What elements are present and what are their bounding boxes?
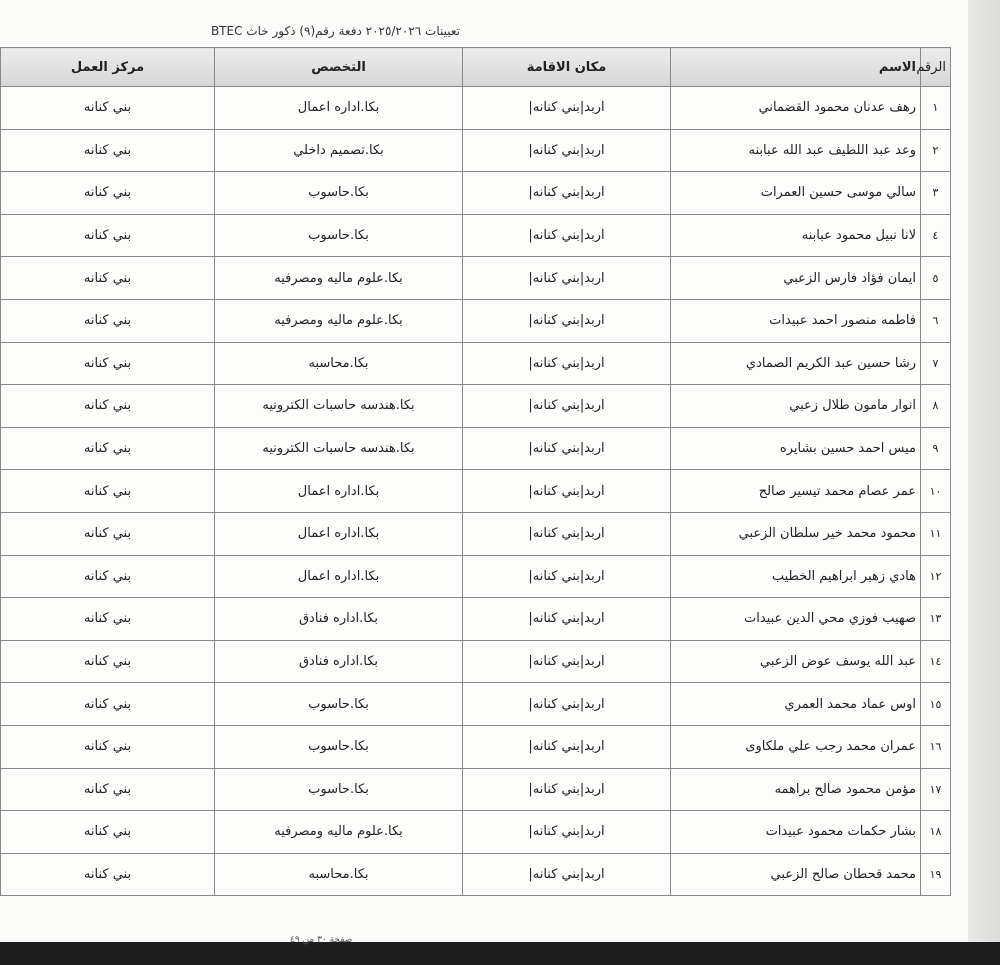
table-row: [1, 299, 951, 342]
workplace-cell: بني كنانه: [1, 512, 215, 555]
person-name: عمر عصام محمد تيسير صالح: [671, 470, 921, 513]
table-row: [1, 470, 951, 513]
document-header: تعيينات ٢٠٢٥/٢٠٢٦ دفعة رقم(٩) ذكور خاث BTEC: [210, 24, 460, 38]
row-number: ٦: [921, 299, 951, 342]
workplace-cell: بني كنانه: [1, 172, 215, 215]
column-header-workplace: مركز العمل: [1, 48, 215, 87]
residence-cell: اربد|بني كنانه|: [463, 853, 671, 896]
person-name: هادي زهير ابراهيم الخطيب: [671, 555, 921, 598]
table-row: [1, 257, 951, 300]
workplace-cell: بني كنانه: [1, 214, 215, 257]
row-number: ٩: [921, 427, 951, 470]
page-edge-shadow: [968, 0, 1000, 942]
specialty-cell: بكا.حاسوب: [215, 768, 463, 811]
person-name: ميس احمد حسين بشايره: [671, 427, 921, 470]
table-row: [1, 172, 951, 215]
column-header-name: الاسم: [671, 48, 921, 87]
specialty-cell: بكا.محاسبه: [215, 853, 463, 896]
row-number: ١٠: [921, 470, 951, 513]
person-name: صهيب فوزي محي الدين عبيدات: [671, 598, 921, 641]
table-row: [1, 87, 951, 130]
specialty-cell: بكا.علوم ماليه ومصرفيه: [215, 257, 463, 300]
specialty-cell: بكا.حاسوب: [215, 214, 463, 257]
specialty-cell: بكا.اداره فنادق: [215, 598, 463, 641]
residence-cell: اربد|بني كنانه|: [463, 555, 671, 598]
workplace-cell: بني كنانه: [1, 768, 215, 811]
table-header-row: [1, 48, 951, 87]
table-row: [1, 214, 951, 257]
specialty-cell: بكا.هندسه حاسبات الكترونيه: [215, 427, 463, 470]
person-name: عبد الله يوسف عوض الزعبي: [671, 640, 921, 683]
workplace-cell: بني كنانه: [1, 129, 215, 172]
row-number: ١٦: [921, 725, 951, 768]
table-row: [1, 342, 951, 385]
person-name: سالي موسى حسين العمرات: [671, 172, 921, 215]
row-number: ٧: [921, 342, 951, 385]
row-number: ١٣: [921, 598, 951, 641]
specialty-cell: بكا.علوم ماليه ومصرفيه: [215, 811, 463, 854]
table-row: [1, 129, 951, 172]
person-name: محمد قحطان صالح الزعبي: [671, 853, 921, 896]
column-header-specialty: التخصص: [215, 48, 463, 87]
residence-cell: اربد|بني كنانه|: [463, 87, 671, 130]
workplace-cell: بني كنانه: [1, 87, 215, 130]
row-number: ١٧: [921, 768, 951, 811]
row-number: ١٢: [921, 555, 951, 598]
row-number: ٥: [921, 257, 951, 300]
residence-cell: اربد|بني كنانه|: [463, 172, 671, 215]
row-number: ٢: [921, 129, 951, 172]
table-row: [1, 427, 951, 470]
workplace-cell: بني كنانه: [1, 427, 215, 470]
specialty-cell: بكا.اداره اعمال: [215, 512, 463, 555]
row-number: ٣: [921, 172, 951, 215]
workplace-cell: بني كنانه: [1, 470, 215, 513]
workplace-cell: بني كنانه: [1, 725, 215, 768]
row-number: ١٥: [921, 683, 951, 726]
residence-cell: اربد|بني كنانه|: [463, 640, 671, 683]
page-number-footer: صفحة ٣٠ من ٤٩: [290, 935, 353, 945]
workplace-cell: بني كنانه: [1, 555, 215, 598]
residence-cell: اربد|بني كنانه|: [463, 129, 671, 172]
residence-cell: اربد|بني كنانه|: [463, 214, 671, 257]
residence-cell: اربد|بني كنانه|: [463, 598, 671, 641]
residence-cell: اربد|بني كنانه|: [463, 342, 671, 385]
column-header-residence: مكان الاقامة: [463, 48, 671, 87]
specialty-cell: بكا.اداره اعمال: [215, 555, 463, 598]
workplace-cell: بني كنانه: [1, 640, 215, 683]
table-row: [1, 853, 951, 896]
workplace-cell: بني كنانه: [1, 257, 215, 300]
row-number: ١٨: [921, 811, 951, 854]
table-row: [1, 725, 951, 768]
workplace-cell: بني كنانه: [1, 342, 215, 385]
residence-cell: اربد|بني كنانه|: [463, 470, 671, 513]
residence-cell: اربد|بني كنانه|: [463, 811, 671, 854]
workplace-cell: بني كنانه: [1, 598, 215, 641]
specialty-cell: بكا.محاسبه: [215, 342, 463, 385]
person-name: ايمان فؤاد فارس الزعبي: [671, 257, 921, 300]
workplace-cell: بني كنانه: [1, 683, 215, 726]
residence-cell: اربد|بني كنانه|: [463, 299, 671, 342]
specialty-cell: بكا.اداره فنادق: [215, 640, 463, 683]
person-name: رشا حسين عبد الكريم الصمادي: [671, 342, 921, 385]
table-row: [1, 768, 951, 811]
residence-cell: اربد|بني كنانه|: [463, 257, 671, 300]
specialty-cell: بكا.اداره اعمال: [215, 87, 463, 130]
person-name: رهف عدنان محمود القضماني: [671, 87, 921, 130]
person-name: بشار حكمات محمود عبيدات: [671, 811, 921, 854]
row-number: ٤: [921, 214, 951, 257]
person-name: مؤمن محمود صالح براهمه: [671, 768, 921, 811]
table-row: [1, 385, 951, 428]
residence-cell: اربد|بني كنانه|: [463, 683, 671, 726]
residence-cell: اربد|بني كنانه|: [463, 385, 671, 428]
column-header-number: الرقم: [921, 48, 951, 87]
workplace-cell: بني كنانه: [1, 811, 215, 854]
row-number: ١: [921, 87, 951, 130]
workplace-cell: بني كنانه: [1, 299, 215, 342]
person-name: لانا نبيل محمود عبابنه: [671, 214, 921, 257]
residence-cell: اربد|بني كنانه|: [463, 427, 671, 470]
person-name: اوس عماد محمد العمري: [671, 683, 921, 726]
specialty-cell: بكا.حاسوب: [215, 683, 463, 726]
workplace-cell: بني كنانه: [1, 853, 215, 896]
specialty-cell: بكا.اداره اعمال: [215, 470, 463, 513]
residence-cell: اربد|بني كنانه|: [463, 512, 671, 555]
person-name: فاطمه منصور احمد عبيدات: [671, 299, 921, 342]
table-row: [1, 683, 951, 726]
scan-bottom-border: [0, 942, 1000, 965]
row-number: ١٤: [921, 640, 951, 683]
specialty-cell: بكا.حاسوب: [215, 725, 463, 768]
workplace-cell: بني كنانه: [1, 385, 215, 428]
row-number: ٨: [921, 385, 951, 428]
table-row: [1, 640, 951, 683]
person-name: وعد عبد اللطيف عبد الله عبابنه: [671, 129, 921, 172]
specialty-cell: بكا.حاسوب: [215, 172, 463, 215]
specialty-cell: بكا.تصميم داخلي: [215, 129, 463, 172]
row-number: ١٩: [921, 853, 951, 896]
table-row: [1, 598, 951, 641]
appointments-table: [0, 47, 951, 896]
table-row: [1, 555, 951, 598]
specialty-cell: بكا.علوم ماليه ومصرفيه: [215, 299, 463, 342]
row-number: ١١: [921, 512, 951, 555]
residence-cell: اربد|بني كنانه|: [463, 768, 671, 811]
person-name: محمود محمد خير سلطان الزعبي: [671, 512, 921, 555]
person-name: عمران محمد رجب علي ملكاوى: [671, 725, 921, 768]
specialty-cell: بكا.هندسه حاسبات الكترونيه: [215, 385, 463, 428]
table-row: [1, 811, 951, 854]
table-row: [1, 512, 951, 555]
residence-cell: اربد|بني كنانه|: [463, 725, 671, 768]
person-name: انوار مامون طلال زعبي: [671, 385, 921, 428]
